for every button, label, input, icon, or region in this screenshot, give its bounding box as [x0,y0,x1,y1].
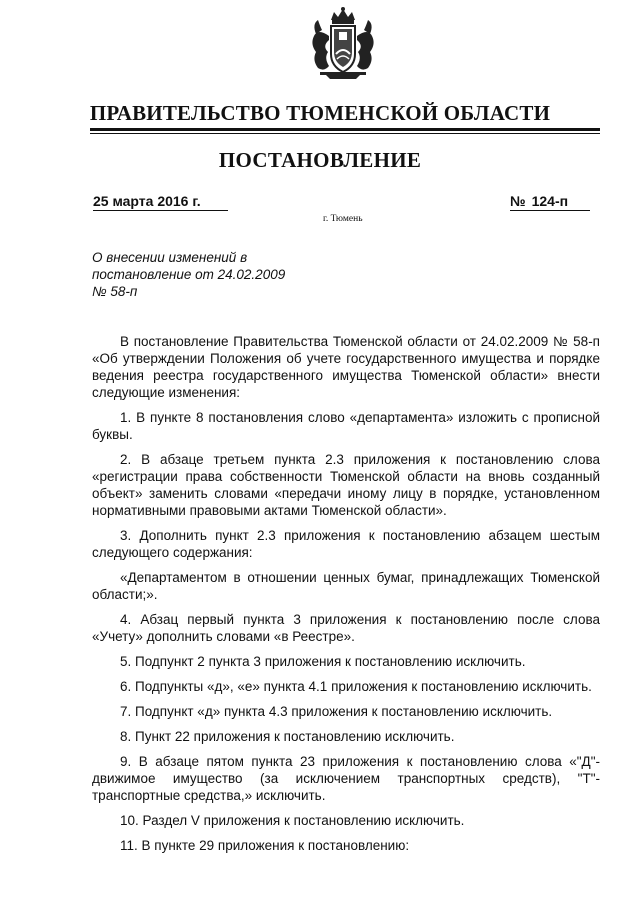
coat-of-arms-icon [298,6,388,82]
subject-line: О внесении изменений в [92,250,248,265]
document-body [92,333,600,854]
number-sign: № [510,193,526,209]
header-rule-thin [90,133,600,134]
amendment-paragraph: 11. В пункте 29 приложения к постановлению: [120,838,410,853]
amendment-paragraph: 1. В пункте 8 постановления слово «департамента» изложить с прописной буквы. [92,410,600,442]
government-title: ПРАВИТЕЛЬСТВО ТЮМЕНСКОЙ ОБЛАСТИ [89,101,551,125]
subject-line: постановление от 24.02.2009 [92,267,286,282]
header-rule-thick [90,128,600,131]
quoted-paragraph: «Департаментом в отношении ценных бумаг, принадлежащих Тюменской области;». [92,570,600,602]
amendment-paragraph: 10. Раздел V приложения к постановлению исключить. [120,813,465,828]
amendment-paragraph: 7. Подпункт «д» пункта 4.3 приложения к постановлению исключить. [120,704,553,719]
amendment-paragraph: 6. Подпункты «д», «е» пункта 4.1 приложения к постановлению исключить. [120,679,592,694]
amendment-paragraph: 3. Дополнить пункт 2.3 приложения к постановлению абзацем шестым следующего содержания: [92,528,600,560]
city-label: г. Тюмень [323,214,363,224]
document-date: 25 марта 2016 г. [93,193,201,209]
preamble-paragraph: В постановление Правительства Тюменской области от 24.02.2009 № 58-п «Об утверждении Положения об учете государственного имущества и порядке ведения реестра государственного имущества Тюменской области» внести следующие изменения: [92,334,600,400]
document-type-title: ПОСТАНОВЛЕНИЕ [218,148,422,172]
document-number [510,193,568,209]
amendment-paragraph: 9. В абзаце пятом пункта 23 приложения к постановлению слова «"Д"- движимое имущество (за исключением транспортных средств), "Т"- транспортные средства,» исключить. [92,754,600,803]
subject-line: № 58-п [92,284,138,299]
amendment-paragraph: 4. Абзац первый пункта 3 приложения к постановлению после слова «Учету» дополнить словами «в Реестре». [92,612,600,644]
number-value: 124-п [531,193,569,209]
date-underline [93,210,228,211]
document-subject [92,249,352,300]
amendment-paragraph: 5. Подпункт 2 пункта 3 приложения к постановлению исключить. [120,654,526,669]
number-underline [510,210,590,211]
amendment-paragraph: 2. В абзаце третьем пункта 2.3 приложения к постановлению слова «регистрации права собственности Тюменской области на вновь созданный объект» заменить словами «передачи иному лицу в порядке, установленном нормативными правовыми актами Тюменской области». [92,452,600,518]
amendment-paragraph: 8. Пункт 22 приложения к постановлению исключить. [120,729,455,744]
